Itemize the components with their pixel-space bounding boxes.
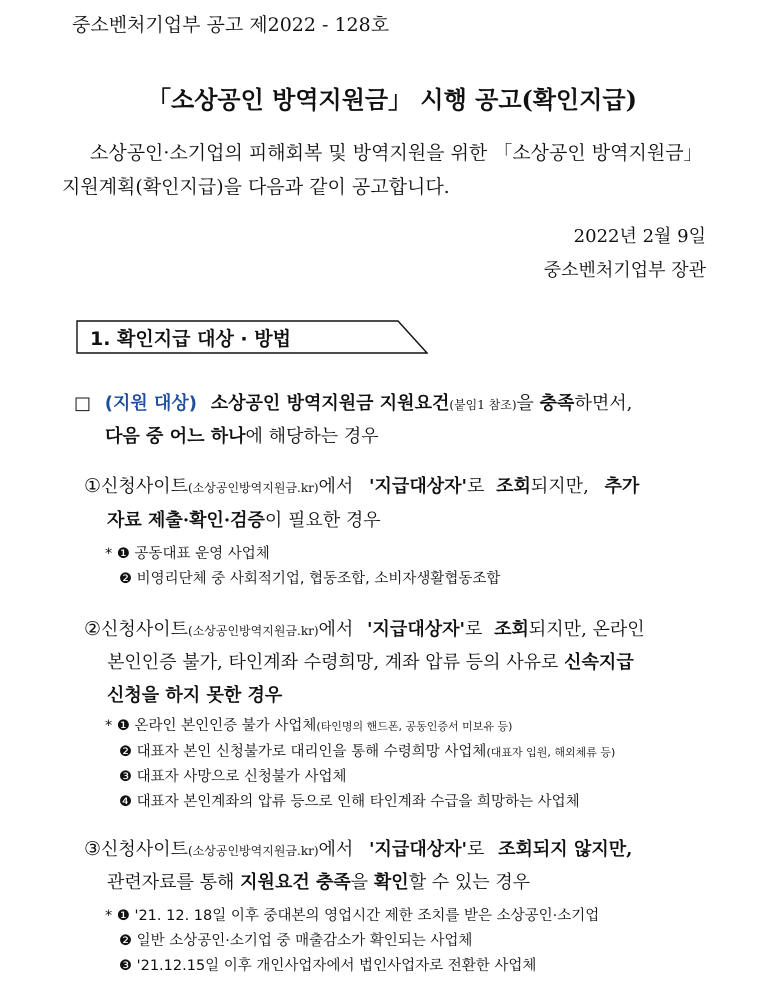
- case1-line-2: [107, 506, 381, 532]
- target-condition: 다음 중 어느 하나: [105, 426, 246, 447]
- issuer-name: 중소벤처기업부 장관: [543, 260, 706, 281]
- case1-line-2-rest: 이 필요한 경우: [264, 510, 381, 531]
- case3-not-found: 조회되지 않지만,: [498, 839, 633, 860]
- case2-line-2: [107, 648, 634, 674]
- case3-item-1: [105, 904, 599, 925]
- case2-item-4: [119, 790, 580, 811]
- case1-item-2: [119, 567, 500, 588]
- target-label: (지원 대상): [104, 393, 198, 414]
- case3-item-2: [119, 929, 472, 950]
- case3-number: ③: [84, 838, 102, 860]
- case1-item-1: [105, 542, 270, 563]
- item-text: 대표자 본인계좌의 압류 등으로 인해 타인계좌 수급을 희망하는 사업체: [136, 794, 580, 810]
- case2-fast-pay: 신속지급: [564, 652, 634, 673]
- section-heading-box: [76, 320, 428, 354]
- case3-quote: '지급대상자': [369, 839, 467, 860]
- item-note: (타인명의 핸드폰, 공동인증서 미보유 등): [316, 720, 513, 733]
- case2-site: (소상공인방역지원금.kr): [188, 624, 319, 638]
- intro-line-2: 지원계획(확인지급)을 다음과 같이 공고합니다.: [62, 176, 450, 198]
- target-line-1: [74, 389, 632, 415]
- target-text-end: 하면서,: [574, 393, 633, 414]
- item-text: '21.12.15일 이후 개인사업자에서 법인사업자로 전환한 사업체: [136, 958, 537, 974]
- case2-text-e: 되지만, 온라인: [528, 619, 645, 640]
- item-text: 일반 소상공인·소기업 중 매출감소가 확인되는 사업체: [136, 933, 473, 949]
- page-title: 「소상공인 방역지원금」 시행 공고(확인지급): [147, 85, 637, 114]
- case1-add: 추가: [604, 476, 640, 497]
- case1-verification: 자료 제출·확인·검증: [107, 510, 265, 531]
- case1-text-a: 신청사이트: [101, 476, 188, 497]
- target-fulfill: 충족: [539, 393, 575, 414]
- target-line-2: [105, 422, 379, 448]
- case3-text-a: 신청사이트: [101, 839, 188, 860]
- checkbox-icon: □: [74, 393, 92, 414]
- case2-item-3: [119, 765, 347, 786]
- case2-reasons: 본인인증 불가, 타인계좌 수령희망, 계좌 압류 등의 사유로: [107, 652, 559, 673]
- case1-lookup: 조회: [496, 476, 531, 497]
- case3-confirm: 확인: [373, 872, 409, 893]
- announcement-date: 2022년 2월 9일: [573, 226, 706, 247]
- case3-line-1: [84, 835, 632, 861]
- section-title: 1. 확인지급 대상 · 방법: [90, 328, 291, 350]
- item-text: 공동대표 운영 사업체: [134, 546, 270, 562]
- case3-text-c2: 할 수 있는 경우: [408, 872, 531, 893]
- note-marker: *: [105, 908, 113, 924]
- item-number: ❷: [119, 571, 132, 587]
- case1-site: (소상공인방역지원금.kr): [188, 481, 319, 495]
- case2-text-b: 에서: [318, 619, 354, 640]
- document-number: 중소벤처기업부 공고 제2022 - 128호: [72, 14, 390, 36]
- case1-quote: '지급대상자': [369, 476, 467, 497]
- target-text: 을: [516, 393, 534, 414]
- item-number: ❷: [119, 744, 132, 760]
- item-number: ❷: [119, 933, 132, 949]
- note-marker: *: [105, 546, 113, 562]
- case2-line-1: [84, 615, 645, 641]
- target-ref: (붙임1 참조): [449, 398, 517, 412]
- target-condition-rest: 에 해당하는 경우: [245, 426, 379, 447]
- case3-particle: 을: [350, 872, 369, 893]
- case1-text-e: 되지만,: [530, 476, 589, 497]
- item-number: ❶: [116, 546, 130, 562]
- case2-text-c: 로: [465, 619, 483, 640]
- case3-requirement: 지원요건 충족: [240, 872, 351, 893]
- case3-text-a2: 관련자료를 통해: [107, 872, 235, 893]
- item-text: 온라인 본인인증 불가 사업체: [134, 718, 317, 734]
- item-text: 비영리단체 중 사회적기업, 협동조합, 소비자생활협동조합: [136, 571, 501, 587]
- case1-line-1: [84, 472, 639, 498]
- case2-not-applied: 신청을 하지 못한 경우: [107, 685, 283, 706]
- case1-text-b: 에서: [318, 476, 354, 497]
- item-number: ❶: [116, 908, 130, 924]
- case2-item-2: [119, 740, 615, 761]
- target-requirement: 소상공인 방역지원금 지원요건: [210, 393, 450, 414]
- case3-item-3: [119, 954, 536, 975]
- item-number: ❶: [116, 718, 130, 734]
- case1-number: ①: [84, 475, 102, 497]
- case3-text-c: 로: [467, 839, 485, 860]
- item-text: 대표자 본인 신청불가로 대리인을 통해 수령희망 사업체: [136, 744, 487, 760]
- case2-text-a: 신청사이트: [101, 619, 188, 640]
- case2-number: ②: [84, 618, 102, 640]
- item-number: ❹: [119, 794, 132, 810]
- case1-text-c: 로: [467, 476, 485, 497]
- case2-line-3: [107, 681, 282, 707]
- item-number: ❸: [119, 769, 132, 785]
- case3-line-2: [107, 868, 530, 894]
- case2-lookup: 조회: [494, 619, 529, 640]
- case2-item-1: [105, 714, 512, 735]
- case2-quote: '지급대상자': [367, 619, 465, 640]
- case3-site: (소상공인방역지원금.kr): [188, 844, 319, 858]
- item-text: 대표자 사망으로 신청불가 사업체: [136, 769, 347, 785]
- item-number: ❸: [119, 958, 132, 974]
- item-text: '21. 12. 18일 이후 중대본의 영업시간 제한 조치를 받은 소상공인·소기업: [134, 908, 600, 924]
- case3-text-b: 에서: [318, 839, 354, 860]
- intro-line-1: 소상공인·소기업의 피해회복 및 방역지원을 위한 「소상공인 방역지원금」: [90, 142, 703, 164]
- item-note: (대표자 입원, 해외체류 등): [486, 746, 616, 759]
- note-marker: *: [105, 718, 113, 734]
